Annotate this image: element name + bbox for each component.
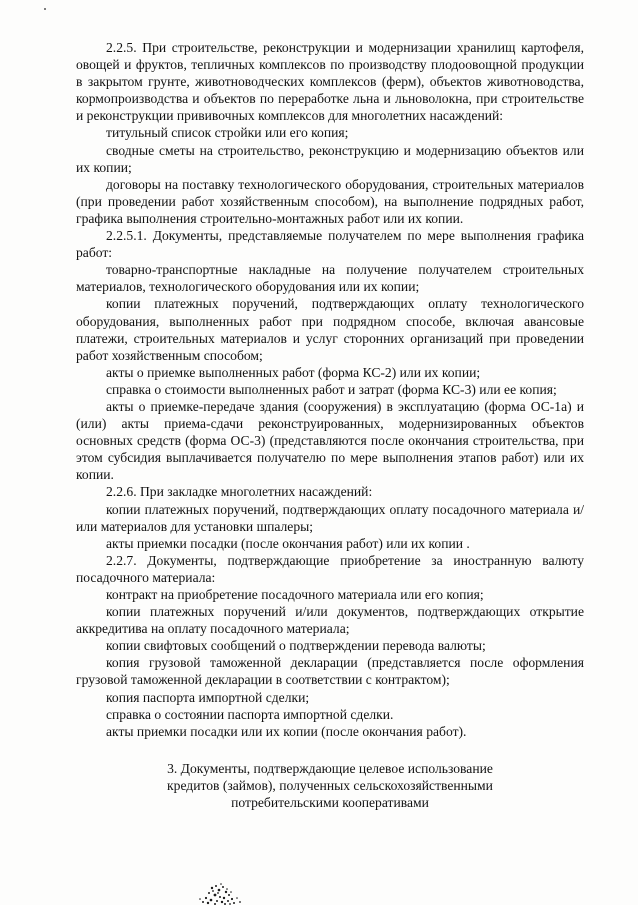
- list-item-os-acts: акты о приемке-передаче здания (сооружения) в эксплуатацию (форма ОС-1а) и (или) акты приема-сдачи реконструированных, модернизированных объектов основных средств (форма ОС-3) (представляются после окончания строительства, при этом субсидия выплачивается получателю по мере выполнения этапов работ) или их копии.: [76, 398, 584, 483]
- section-heading-line-1: 3. Документы, подтверждающие целевое использование: [167, 760, 493, 776]
- document-body: [76, 39, 584, 811]
- scan-speck: [44, 8, 46, 10]
- paragraph-2-2-6: 2.2.6. При закладке многолетних насаждений:: [106, 484, 373, 500]
- seal-stamp-fragment: [182, 868, 262, 905]
- list-item-planting-payments: копии платежных поручений, подтверждающих оплату посадочного материала и/или материалов для установки шпалеры;: [76, 501, 584, 534]
- list-item-letter-of-credit: копии платежных поручений и/или документов, подтверждающих открытие аккредитива на оплату посадочного материала;: [76, 604, 584, 637]
- list-item-ks2-acts: акты о приемке выполненных работ (форма КС-2) или их копии;: [106, 364, 481, 380]
- section-3-heading: [76, 760, 584, 811]
- list-item-purchase-contract: контракт на приобретение посадочного материала или его копия;: [106, 587, 484, 602]
- list-item-import-passport-status: справка о состоянии паспорта импортной сделки.: [106, 706, 394, 722]
- section-heading-line-3: потребительскими кооперативами: [231, 795, 429, 811]
- paragraph-2-2-5-1: 2.2.5.1. Документы, представляемые получателем по мере выполнения графика работ:: [76, 228, 584, 261]
- list-item-contracts: договоры на поставку технологического оборудования, строительных материалов (при проведении работ хозяйственным способом), на выполнение подрядных работ, графика выполнения строительно-монтажных работ или их копии.: [76, 176, 584, 226]
- list-item-waybills: товарно-транспортные накладные на получение получателем строительных материалов, технологического оборудования или их копии;: [76, 262, 584, 295]
- list-item-planting-acceptance: акты приемки посадки (после окончания работ) или их копии .: [106, 535, 470, 551]
- list-item-title-list: титульный список стройки или его копия;: [106, 125, 349, 141]
- list-item-customs-declaration: копия грузовой таможенной декларации (представляется после оформления грузовой таможенной декларации в соответствии с контрактом);: [76, 655, 584, 688]
- list-item-ks3-certificate: справка о стоимости выполненных работ и затрат (форма КС-3) или ее копия;: [106, 381, 557, 397]
- list-item-planting-acceptance-final: акты приемки посадки или их копии (после окончания работ).: [106, 723, 467, 739]
- list-item-estimates: сводные сметы на строительство, реконструкцию и модернизацию объектов или их копии;: [76, 142, 584, 175]
- list-item-import-passport: копия паспорта импортной сделки;: [106, 689, 310, 705]
- list-item-payment-orders: копии платежных поручений, подтверждающих оплату технологического оборудования, выполненных работ при подрядном способе, включая авансовые платежи, строительных материалов и услуг сторонних организаций при проведении работ хозяйственным способом;: [76, 296, 584, 363]
- paragraph-2-2-7: 2.2.7. Документы, подтверждающие приобретение за иностранную валюту посадочного материала:: [76, 552, 584, 585]
- list-item-swift-messages: копии свифтовых сообщений о подтверждении перевода валюты;: [106, 638, 486, 654]
- paragraph-2-2-5: 2.2.5. При строительстве, реконструкции и модернизации хранилищ картофеля, овощей и фруктов, тепличных комплексов по производству плодоовощной продукции в закрытом грунте, животноводческих комплексов (ферм), объектов животноводства, кормопроизводства и объектов по переработке льна и льноволокна, при строительстве и реконструкции прививочных комплексов для многолетних насаждений:: [76, 40, 584, 124]
- section-heading-line-2: кредитов (займов), полученных сельскохозяйственными: [167, 777, 493, 793]
